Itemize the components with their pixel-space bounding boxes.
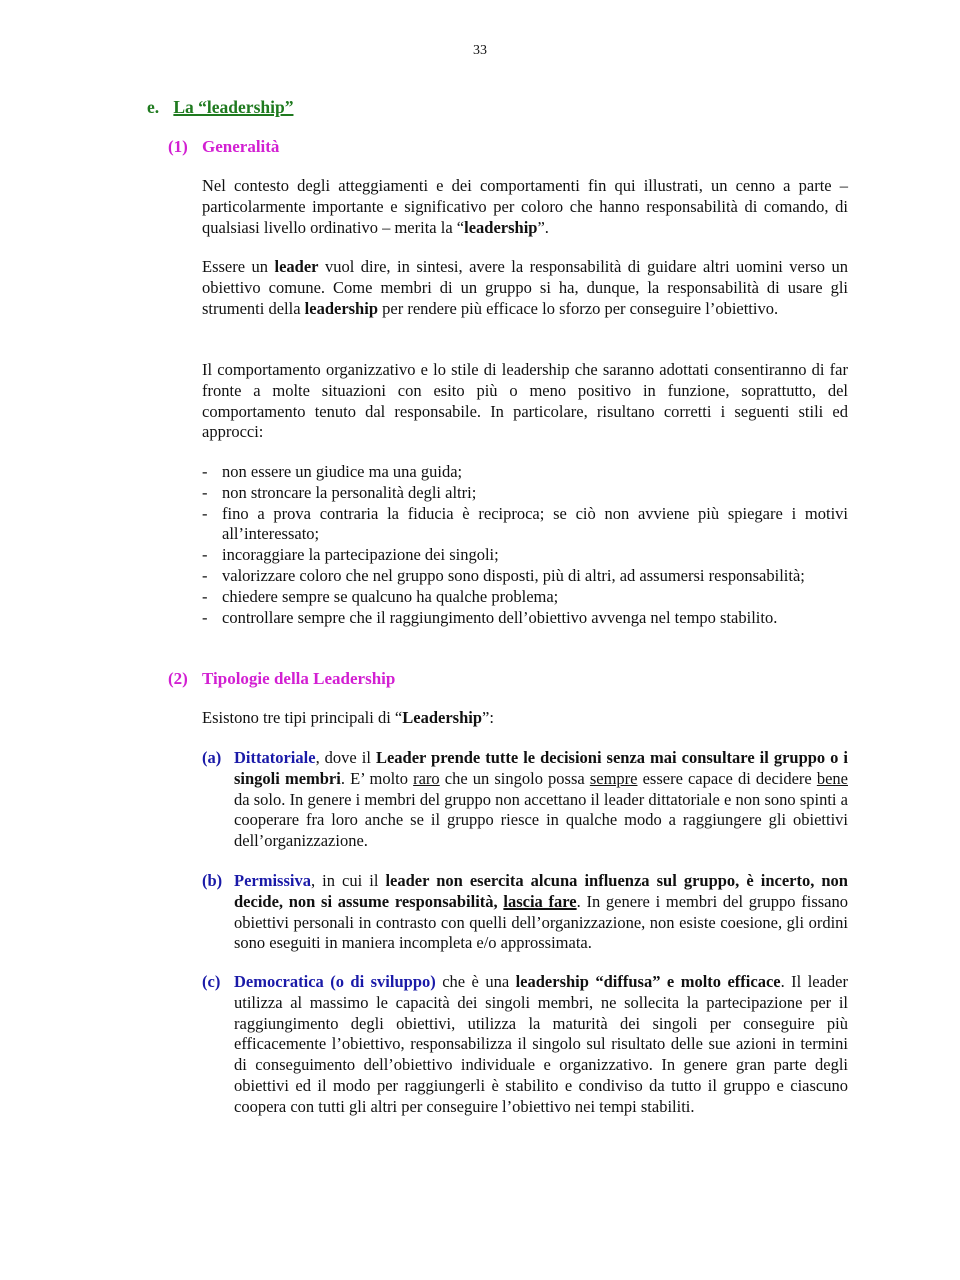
list-item bbox=[202, 545, 848, 566]
paragraph-organizational-behavior: Il comportamento organizzativo e lo stile di leadership che saranno adottati consentiranno di far fronte a molte situazioni con esito più o meno positivo in funzione, soprattutto, del comportamento tenuto dal responsabile. In particolare, risultano corretti i seguenti stili ed approcci: bbox=[202, 360, 848, 442]
item-label: (b) bbox=[202, 871, 223, 890]
dash: - bbox=[202, 565, 208, 585]
dash: - bbox=[202, 545, 208, 565]
dash: - bbox=[202, 586, 208, 606]
dash: - bbox=[202, 462, 208, 481]
section-number: e. bbox=[147, 97, 160, 117]
underlined-text: bene bbox=[816, 768, 848, 788]
underlined-text: sempre bbox=[589, 768, 638, 788]
text: Esistono tre tipi principali di “ bbox=[202, 708, 403, 727]
paragraph-types-intro bbox=[202, 708, 848, 729]
dash: - bbox=[202, 607, 208, 627]
text: che un singolo possa bbox=[439, 768, 590, 788]
subsection-title: Generalità bbox=[202, 137, 280, 156]
item-term: Dittatoriale bbox=[234, 748, 316, 767]
type-item-democratica bbox=[202, 972, 848, 1118]
section-title: La “leadership” bbox=[173, 97, 294, 117]
subsection-title: Tipologie della Leadership bbox=[202, 669, 396, 688]
item-term: Permissiva bbox=[234, 871, 311, 890]
subsection-heading-tipologie bbox=[168, 669, 395, 689]
text: vuol dire, in sintesi, avere la responsabilità di guidare altri uomini verso un obiettivo comune. Come membri di un gruppo si ha, dunque, la responsabilità di usare gli strumenti della bbox=[202, 257, 848, 318]
bold-text: Leader prende tutte le decisioni senza mai consultare il gruppo o i singoli membri bbox=[234, 748, 849, 788]
item-text: non essere un giudice ma una guida; bbox=[222, 462, 463, 481]
underlined-bold-text: lascia fare bbox=[503, 891, 577, 911]
list-item bbox=[202, 587, 848, 608]
list-item bbox=[202, 566, 848, 587]
item-text: fino a prova contraria la fiducia è reciproca; se ciò non avviene più spiegare i motivi all’interessato; bbox=[222, 503, 848, 544]
bullet-list-approaches bbox=[202, 462, 848, 628]
dash: - bbox=[202, 503, 208, 523]
item-text: chiedere sempre se qualcuno ha qualche problema; bbox=[222, 586, 559, 606]
type-item-permissiva bbox=[202, 871, 848, 954]
text: , in cui il bbox=[310, 871, 386, 890]
bold-text: Leadership bbox=[402, 708, 483, 727]
item-term: Democratica (o di sviluppo) bbox=[234, 972, 436, 991]
text: da solo. In genere i membri del gruppo non accettano il leader dittatoriale e non sono spinti a cooperare fra loro anche se il gruppo riesce in qualche modo a raggiungere gli obiettivi dell’organizzazione. bbox=[234, 789, 848, 851]
bold-text: leader bbox=[274, 257, 319, 276]
bold-text: leadership “diffusa” e molto efficace bbox=[515, 972, 781, 991]
dash: - bbox=[202, 482, 208, 502]
subsection-heading-generalita bbox=[168, 137, 279, 157]
subsection-number: (2) bbox=[168, 669, 188, 688]
list-item bbox=[202, 608, 848, 629]
text: , dove il bbox=[315, 748, 376, 767]
text: . Il leader utilizza al massimo le capacità dei singoli membri, ne sollecita la partecipazione per il raggiungimento degli obiettivi, utilizza la maturità dei singoli per conseguire più efficacemente l’obiettivo, responsabilizza il singolo sul risultato delle sue azioni in termini di conseguimento dell’obiettivo individuale e organizzativo. In genere gran parte degli obiettivi ed il modo per raggiungerli è stabilito e condiviso da tutto il gruppo e ciascuno coopera con tutti gli altri per conseguire l’obiettivo nei tempi stabiliti. bbox=[234, 972, 848, 1116]
list-item bbox=[202, 483, 848, 504]
text: . In genere i membri del gruppo fissano obiettivi personali in contrasto con quelli dell’organizzazione, non esiste coesione, gli ordini sono eseguiti in maniera incompleta e/o approssimata. bbox=[234, 891, 849, 953]
item-text: controllare sempre che il raggiungimento dell’obiettivo avvenga nel tempo stabilito. bbox=[222, 607, 778, 627]
item-label: (c) bbox=[202, 972, 221, 991]
bold-text: leadership bbox=[304, 298, 378, 318]
type-item-dittatoriale bbox=[202, 748, 848, 852]
text: per rendere più efficace lo sforzo per conseguire l’obiettivo. bbox=[378, 298, 779, 318]
text: essere capace di decidere bbox=[637, 768, 817, 788]
item-text: non stroncare la personalità degli altri; bbox=[222, 482, 477, 502]
underlined-text: raro bbox=[413, 768, 440, 788]
bold-text: leadership bbox=[464, 217, 538, 237]
text: che è una bbox=[435, 972, 516, 991]
list-item bbox=[202, 504, 848, 546]
text: Nel contesto degli atteggiamenti e dei comportamenti fin qui illustrati, un cenno a parte – particolarmente importante e significativo per coloro che hanno responsabilità di comando, di qualsiasi livello ordinativo – merita la “ bbox=[202, 176, 848, 237]
bold-text: leader non esercita alcuna influenza sul gruppo, è incerto, non decide, non si assume responsabilità, bbox=[234, 871, 848, 911]
page-number: 33 bbox=[473, 43, 487, 58]
text: Essere un bbox=[202, 257, 275, 276]
subsection-number: (1) bbox=[168, 137, 188, 156]
text: . E’ molto bbox=[340, 768, 414, 788]
paragraph-leader-definition bbox=[202, 257, 848, 319]
list-item bbox=[202, 462, 848, 483]
text: ”: bbox=[482, 708, 494, 727]
paragraph-intro bbox=[202, 176, 848, 238]
text: ”. bbox=[537, 217, 549, 237]
item-text: valorizzare coloro che nel gruppo sono disposti, più di altri, ad assumersi responsabilità; bbox=[222, 565, 805, 585]
item-label: (a) bbox=[202, 748, 222, 767]
section-heading bbox=[147, 97, 293, 118]
item-text: incoraggiare la partecipazione dei singoli; bbox=[222, 545, 499, 565]
